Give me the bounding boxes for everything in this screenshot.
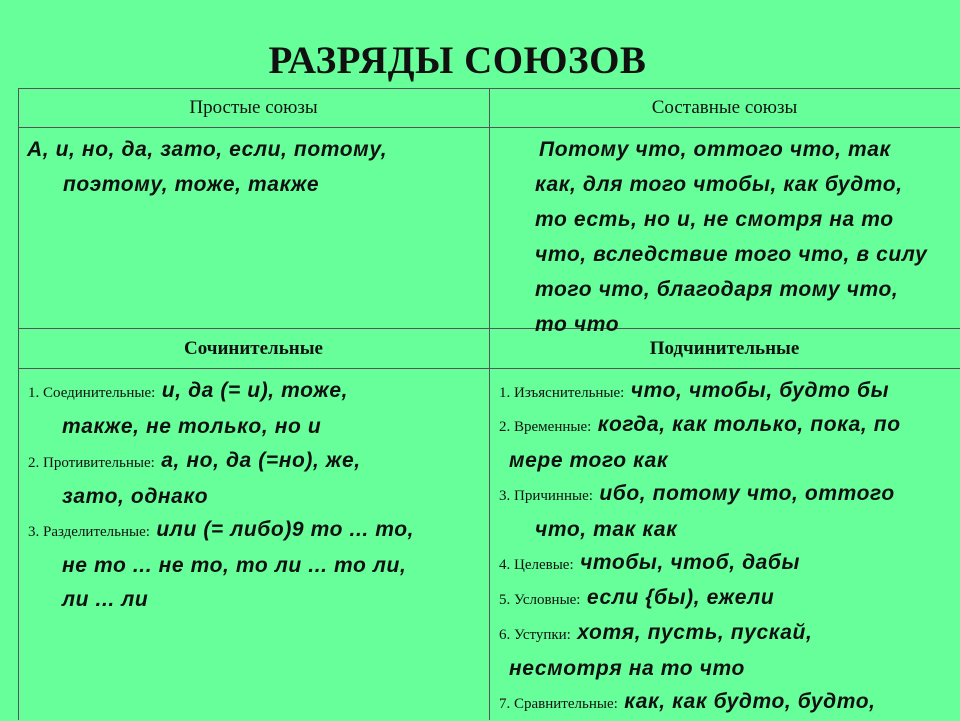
item-label: 1. Соединительные: xyxy=(28,385,156,401)
item-label: 4. Целевые: xyxy=(499,557,574,573)
subordinating-explanatory xyxy=(499,374,954,410)
compound-line-6: то что xyxy=(535,313,620,331)
subordinating-conditional xyxy=(499,581,954,617)
item-text: или (= либо)9 то ... то, xyxy=(156,518,415,541)
subordinating-temporal xyxy=(499,408,954,478)
item-label: 5. Условные: xyxy=(499,592,581,608)
item-label: 1. Изъяснительные: xyxy=(499,385,625,401)
table-border-left xyxy=(18,88,19,720)
item-text-cont: также, не только, но и xyxy=(62,415,322,438)
simple-line-1: А, и, но, да, зато, если, потому, xyxy=(27,138,388,161)
item-label: 6. Уступки: xyxy=(499,627,571,643)
item-text: если {бы), ежели xyxy=(586,586,775,609)
item-text-cont: несмотря на то что xyxy=(509,657,745,680)
item-label: 7. Сравнительные: xyxy=(499,696,618,712)
item-text: ибо, потому что, оттого xyxy=(599,482,895,505)
item-text: и, да (= и), тоже, xyxy=(161,379,349,402)
item-text: чтобы, чтоб, дабы xyxy=(580,551,801,574)
subordinating-causal xyxy=(499,477,954,547)
table-border-center xyxy=(489,88,490,720)
header-simple: Простые союзы xyxy=(189,97,318,118)
item-text: хотя, пусть, пускай, xyxy=(577,621,813,644)
item-text-cont: ли ... ли xyxy=(62,588,149,611)
item-label: 3. Причинные: xyxy=(499,488,593,504)
header-subordinating: Подчинительные xyxy=(649,338,800,359)
compound-line-3: то есть, но и, не смотря на то xyxy=(535,208,894,231)
subordinating-concessive xyxy=(499,616,954,686)
header-coordinating: Сочинительные xyxy=(184,338,323,359)
item-text-cont: что, так как xyxy=(535,518,678,541)
compound-line-1: Потому что, оттого что, так xyxy=(539,138,891,161)
simple-conjunctions xyxy=(27,132,482,202)
item-text: как, как будто, будто, xyxy=(624,690,876,713)
item-text-cont: мере того как xyxy=(509,449,669,472)
compound-line-5: того что, благодаря тому что, xyxy=(535,278,899,301)
item-text-cont: зато, однако xyxy=(62,485,209,508)
compound-line-4: что, вследствие того что, в силу xyxy=(535,243,928,266)
item-label: 2. Временные: xyxy=(499,419,592,435)
compound-line-2: как, для того чтобы, как будто, xyxy=(535,173,903,196)
item-text: а, но, да (=но), же, xyxy=(161,449,361,472)
subordinating-purpose xyxy=(499,546,954,582)
item-text: что, чтобы, будто бы xyxy=(630,379,890,402)
simple-line-2: поэтому, тоже, также xyxy=(63,173,320,196)
coordinating-connective xyxy=(28,374,483,444)
item-label: 3. Разделительные: xyxy=(28,524,150,540)
header-compound: Составные союзы xyxy=(651,97,798,118)
subordinating-comparative xyxy=(499,685,954,721)
item-label: 2. Противительные: xyxy=(28,455,155,471)
compound-conjunctions xyxy=(535,132,955,331)
coordinating-disjunctive xyxy=(28,513,483,617)
page-title: РАЗРЯДЫ СОЮЗОВ xyxy=(268,39,647,82)
coordinating-adversative xyxy=(28,444,483,514)
item-text-cont: не то ... не то, то ли ... то ли, xyxy=(62,554,407,577)
item-text: когда, как только, пока, по xyxy=(597,413,901,436)
